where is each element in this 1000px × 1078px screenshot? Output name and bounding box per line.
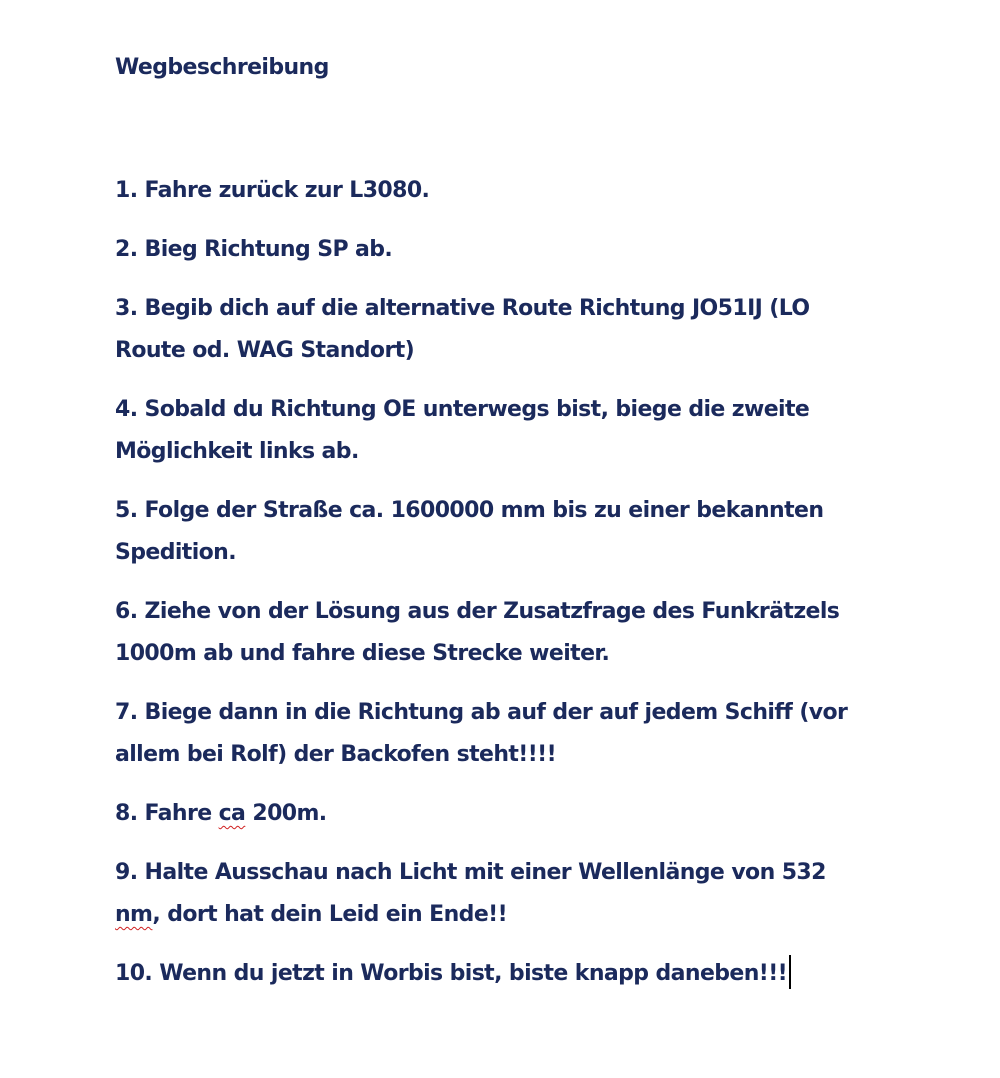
directions-list [115,170,915,1012]
step-8 [115,793,915,835]
step-8-text-end: 200m. [245,801,327,826]
step-5-line-2: Spedition. [115,540,236,565]
step-6-line-2: 1000m ab und fahre diese Strecke weiter. [115,641,610,666]
step-5 [115,490,915,574]
step-7 [115,692,915,776]
step-3-line-2: Route od. WAG Standort) [115,338,415,363]
step-1 [115,170,915,212]
step-1-line-1: 1. Fahre zurück zur L3080. [115,178,430,203]
step-3-line-1: 3. Begib dich auf die alternative Route Richtung JO51IJ (LO [115,296,810,321]
step-5-line-1: 5. Folge der Straße ca. 1600000 mm bis zu einer bekannten [115,498,824,523]
step-6-line-1: 6. Ziehe von der Lösung aus der Zusatzfrage des Funkrätzels [115,599,840,624]
spellcheck-underline-nm[interactable]: nm [115,902,153,927]
step-6 [115,591,915,675]
step-3 [115,288,915,372]
step-10 [115,953,915,995]
step-7-line-2: allem bei Rolf) der Backofen steht!!!! [115,742,557,767]
step-2 [115,229,915,271]
text-cursor [789,955,791,989]
step-7-line-1: 7. Biege dann in die Richtung ab auf der auf jedem Schiff (vor [115,700,848,725]
step-4 [115,389,915,473]
step-2-line-1: 2. Bieg Richtung SP ab. [115,237,393,262]
step-9-line-2-end: , dort hat dein Leid ein Ende!! [152,902,508,927]
step-4-line-2: Möglichkeit links ab. [115,439,359,464]
step-8-text-start: 8. Fahre [115,801,219,826]
spellcheck-underline-ca[interactable]: ca [218,801,246,826]
step-9 [115,852,915,936]
step-10-line-1: 10. Wenn du jetzt in Worbis bist, biste knapp daneben!!! [115,961,788,986]
document-title: Wegbeschreibung [115,55,329,80]
step-9-line-1: 9. Halte Ausschau nach Licht mit einer Wellenlänge von 532 [115,860,826,885]
step-4-line-1: 4. Sobald du Richtung OE unterwegs bist, biege die zweite [115,397,810,422]
